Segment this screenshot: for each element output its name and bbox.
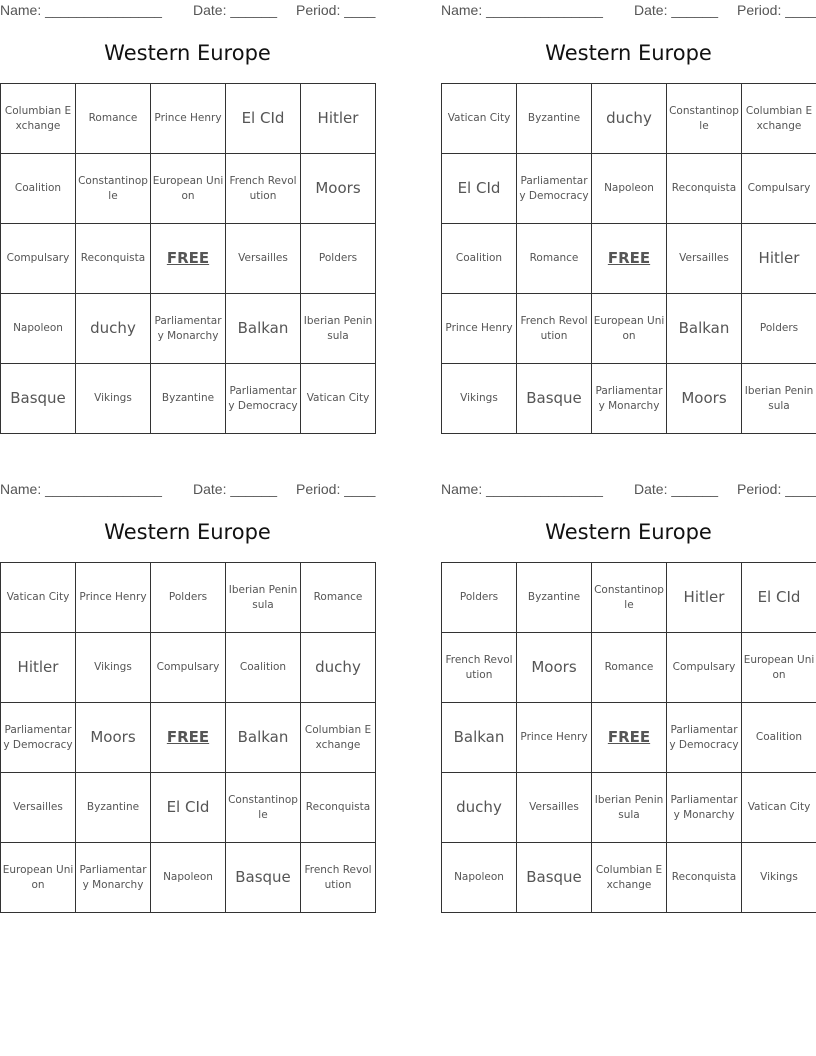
bingo-cell: Compulsary [151,633,226,703]
bingo-cell: Columbian Exchange [1,84,76,154]
bingo-cell: Parliamentary Monarchy [667,773,742,843]
date-field: Date: ______ [193,481,278,497]
bingo-cell: Moors [301,154,376,224]
bingo-cell: Basque [517,843,592,913]
bingo-cell: Coalition [742,703,816,773]
bingo-grid [0,83,376,434]
bingo-cell: Versailles [1,773,76,843]
bingo-grid [0,562,376,913]
bingo-cell: duchy [301,633,376,703]
bingo-cell: Hitler [667,563,742,633]
bingo-cell: French Revolution [517,294,592,364]
bingo-cell: Romance [76,84,151,154]
bingo-cell: Constantinople [76,154,151,224]
bingo-cell: Reconquista [667,843,742,913]
bingo-cell: Vatican City [442,84,517,154]
bingo-cell: El CId [442,154,517,224]
bingo-cell: Reconquista [667,154,742,224]
bingo-cell: Basque [226,843,301,913]
bingo-cell: Hitler [301,84,376,154]
bingo-cell: Basque [517,364,592,434]
bingo-cell: European Union [1,843,76,913]
bingo-cell: Balkan [226,294,301,364]
bingo-cell: El CId [151,773,226,843]
bingo-cell: Versailles [226,224,301,294]
period-field: Period: ____ [737,2,816,18]
bingo-cell: Columbian Exchange [592,843,667,913]
bingo-cell: Polders [742,294,816,364]
bingo-cell: Parliamentary Monarchy [592,364,667,434]
bingo-cell: French Revolution [226,154,301,224]
bingo-cell: Prince Henry [517,703,592,773]
bingo-cell: European Union [742,633,816,703]
bingo-cell: Prince Henry [151,84,226,154]
bingo-grid [441,562,816,913]
card-header [441,0,816,20]
bingo-cell: Vatican City [1,563,76,633]
free-space: FREE [592,224,667,294]
period-field: Period: ____ [737,481,816,497]
bingo-cell: Vikings [742,843,816,913]
bingo-cell: Prince Henry [442,294,517,364]
bingo-cell: Napoleon [151,843,226,913]
bingo-cell: Vatican City [742,773,816,843]
bingo-cell: Balkan [226,703,301,773]
bingo-cell: Byzantine [517,563,592,633]
bingo-cell: Parliamentary Monarchy [76,843,151,913]
bingo-cell: Compulsary [667,633,742,703]
card-title: Western Europe [104,520,271,544]
bingo-cell: duchy [442,773,517,843]
bingo-cell: Iberian Peninsula [742,364,816,434]
period-field: Period: ____ [296,2,376,18]
bingo-cell: Moors [517,633,592,703]
bingo-cell: European Union [592,294,667,364]
bingo-cell: Constantinople [592,563,667,633]
bingo-cell: duchy [76,294,151,364]
bingo-cell: French Revolution [301,843,376,913]
card-header [0,0,375,20]
bingo-cell: Hitler [1,633,76,703]
bingo-cell: Columbian Exchange [742,84,816,154]
name-field: Name: _______________ [441,481,603,497]
bingo-cell: Romance [517,224,592,294]
bingo-cell: Compulsary [1,224,76,294]
bingo-cell: Parliamentary Democracy [517,154,592,224]
bingo-cell: Parliamentary Democracy [226,364,301,434]
bingo-cell: Versailles [517,773,592,843]
bingo-cell: Polders [301,224,376,294]
bingo-cell: Parliamentary Democracy [1,703,76,773]
date-field: Date: ______ [634,2,719,18]
bingo-cell: Vikings [76,633,151,703]
bingo-cell: Vikings [442,364,517,434]
bingo-cell: Parliamentary Monarchy [151,294,226,364]
free-space: FREE [151,703,226,773]
bingo-cell: Prince Henry [76,563,151,633]
free-space: FREE [151,224,226,294]
bingo-cell: Polders [151,563,226,633]
bingo-cell: Polders [442,563,517,633]
bingo-cell: Byzantine [76,773,151,843]
bingo-cell: El CId [742,563,816,633]
card-header [0,479,375,499]
bingo-cell: Coalition [226,633,301,703]
card-title: Western Europe [545,520,712,544]
bingo-cell: Byzantine [151,364,226,434]
bingo-cell: Constantinople [226,773,301,843]
bingo-cell: Versailles [667,224,742,294]
bingo-cell: Constantinople [667,84,742,154]
bingo-cell: Napoleon [592,154,667,224]
bingo-cell: Vikings [76,364,151,434]
name-field: Name: _______________ [0,2,162,18]
bingo-cell: Parliamentary Democracy [667,703,742,773]
bingo-cell: Moors [667,364,742,434]
bingo-cell: Reconquista [301,773,376,843]
name-field: Name: _______________ [0,481,162,497]
bingo-cell: Vatican City [301,364,376,434]
bingo-cell: Coalition [1,154,76,224]
bingo-cell: Romance [301,563,376,633]
date-field: Date: ______ [634,481,719,497]
bingo-cell: Basque [1,364,76,434]
period-field: Period: ____ [296,481,376,497]
bingo-cell: Iberian Peninsula [301,294,376,364]
bingo-cell: Napoleon [1,294,76,364]
bingo-cell: Coalition [442,224,517,294]
bingo-cell: Balkan [667,294,742,364]
bingo-cell: Romance [592,633,667,703]
card-title: Western Europe [104,41,271,65]
bingo-cell: Byzantine [517,84,592,154]
bingo-cell: Hitler [742,224,816,294]
bingo-cell: European Union [151,154,226,224]
bingo-cell: El CId [226,84,301,154]
bingo-cell: duchy [592,84,667,154]
free-space: FREE [592,703,667,773]
card-title: Western Europe [545,41,712,65]
bingo-cell: Iberian Peninsula [592,773,667,843]
bingo-grid [441,83,816,434]
card-header [441,479,816,499]
bingo-cell: Iberian Peninsula [226,563,301,633]
bingo-cell: Compulsary [742,154,816,224]
bingo-cell: Reconquista [76,224,151,294]
name-field: Name: _______________ [441,2,603,18]
date-field: Date: ______ [193,2,278,18]
bingo-cell: Napoleon [442,843,517,913]
bingo-cell: Columbian Exchange [301,703,376,773]
bingo-cell: French Revolution [442,633,517,703]
bingo-cell: Balkan [442,703,517,773]
bingo-cell: Moors [76,703,151,773]
